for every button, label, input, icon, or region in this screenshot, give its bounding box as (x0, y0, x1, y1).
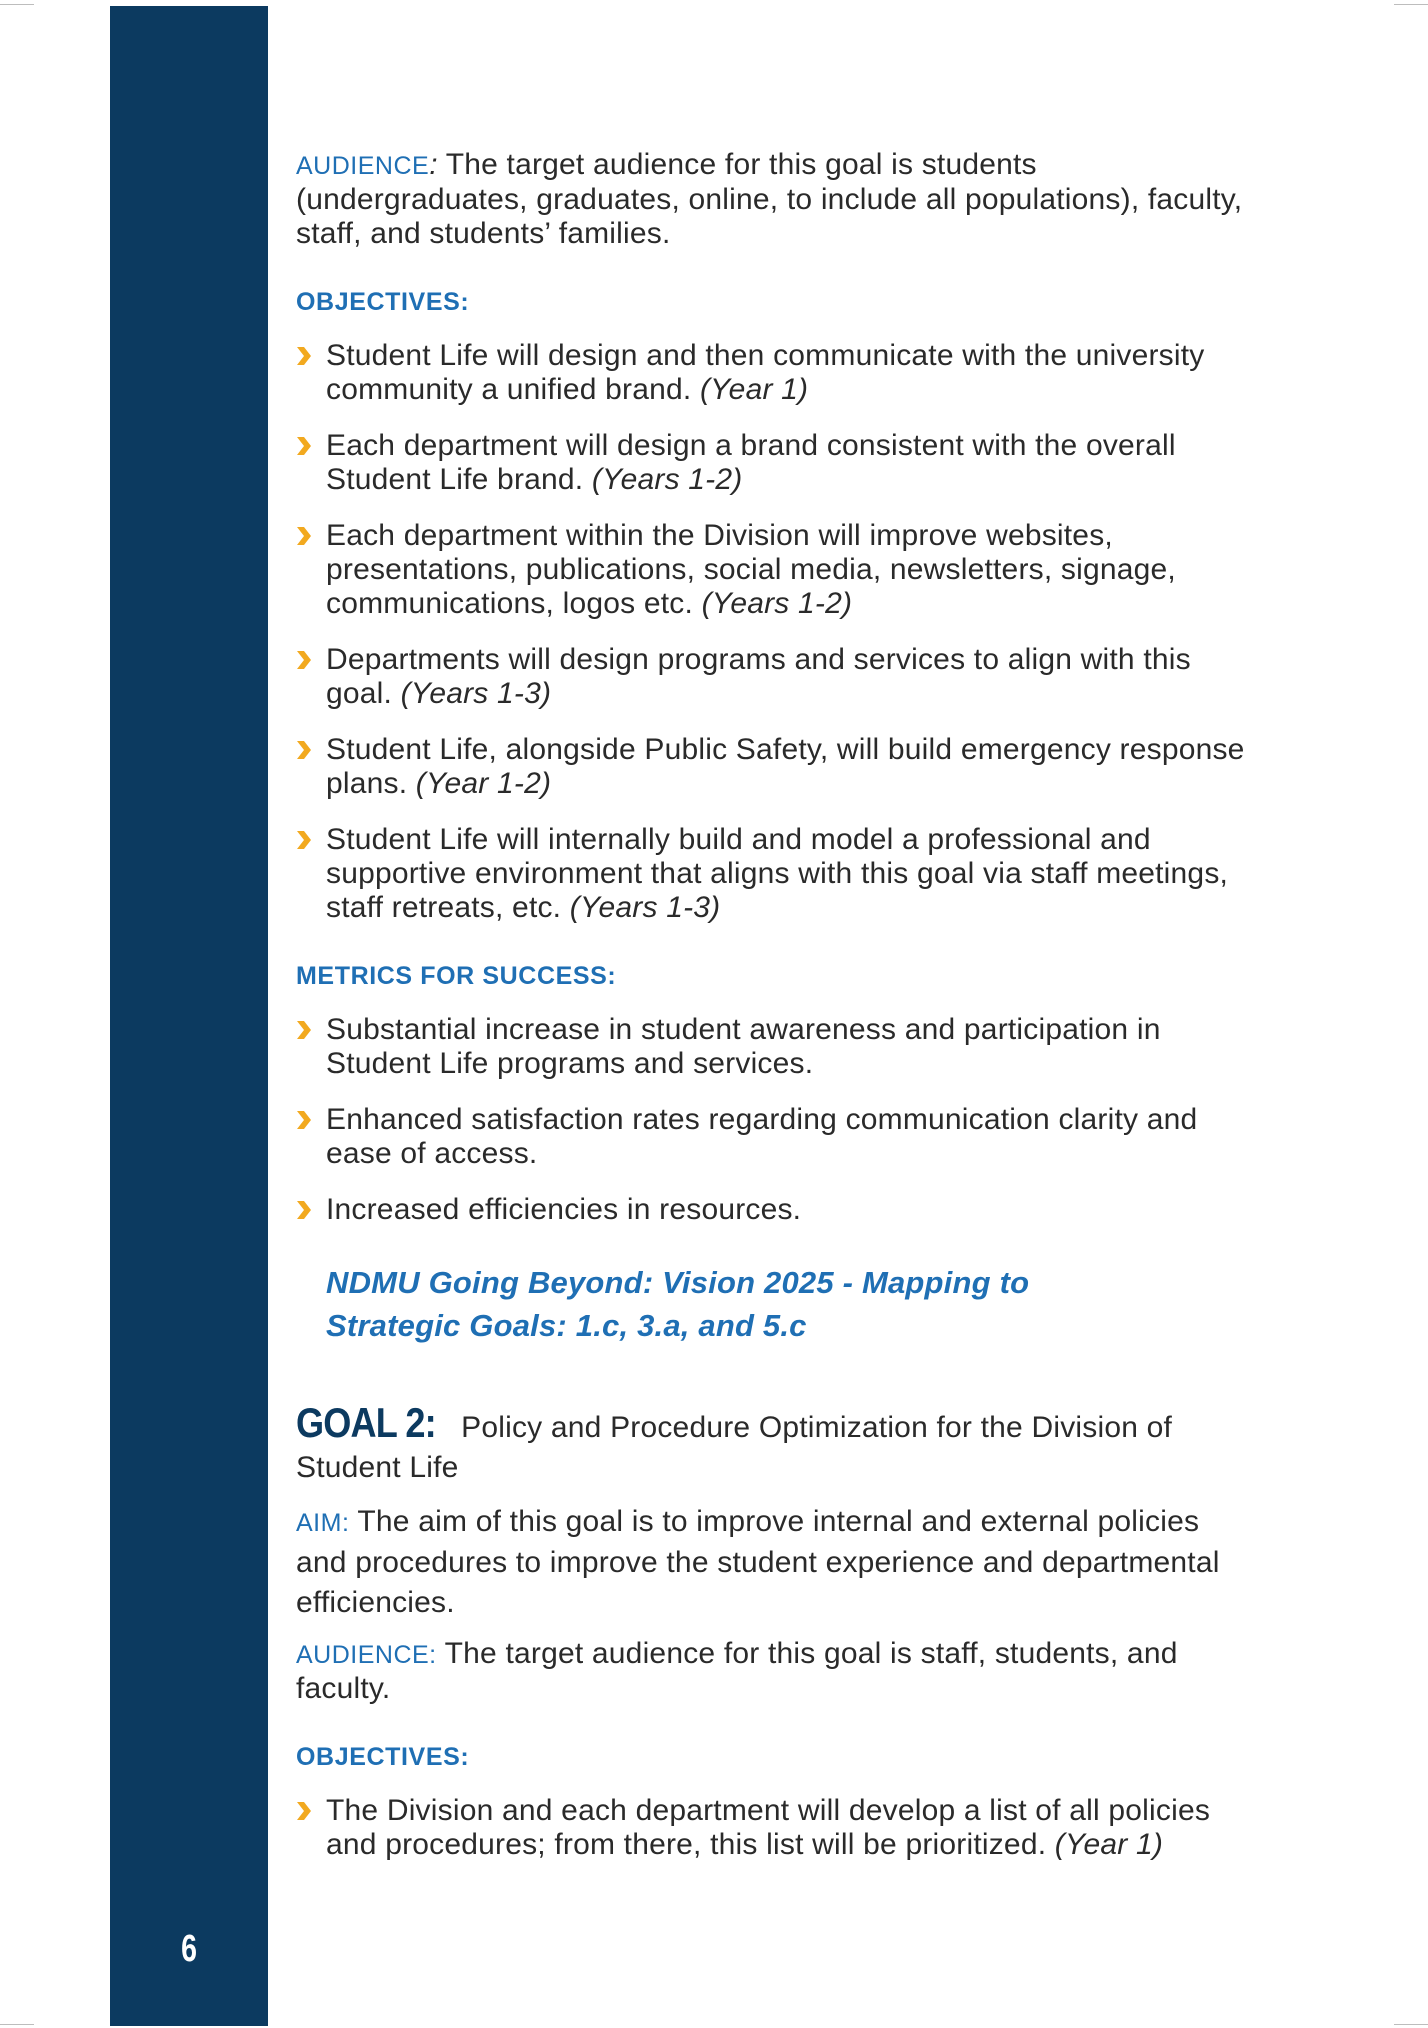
chevron-bullet-icon (296, 526, 312, 546)
page-number: 6 (181, 1928, 197, 1970)
objective-note: (Year 1) (699, 373, 809, 406)
goal2-audience (296, 1637, 1256, 1706)
metric-text: Enhanced satisfaction rates regarding communication clarity and ease of access. (326, 1103, 1198, 1170)
chevron-bullet-icon (296, 346, 312, 366)
objective-text: Student Life will internally build and model a professional and supportive environment that aligns with this goal via staff meetings, staff retreats, etc. (326, 823, 1229, 924)
objective-note: (Years 1-3) (569, 891, 721, 924)
strategic-mapping (326, 1261, 1256, 1347)
objective-note: (Years 1-2) (591, 463, 743, 496)
list-item (296, 1193, 1256, 1227)
list-item (296, 1013, 1256, 1081)
metrics-heading: METRICS FOR SUCCESS: (296, 962, 617, 990)
metric-text: Substantial increase in student awareness and participation in Student Life programs and services. (326, 1013, 1161, 1080)
goal2-title (296, 1399, 1256, 1488)
audience-text: The target audience for this goal is students (undergraduates, graduates, online, to include all populations), faculty, staff, and students’ families. (296, 148, 1243, 250)
crop-mark (1394, 2024, 1428, 2025)
mapping-line: NDMU Going Beyond: Vision 2025 - Mapping to (326, 1265, 1030, 1300)
objective-note: (Year 1) (1054, 1828, 1164, 1861)
objectives-heading: OBJECTIVES: (296, 288, 470, 316)
objective-text: Departments will design programs and services to align with this goal. (326, 643, 1191, 710)
goal2-aim (296, 1502, 1256, 1623)
list-item (296, 339, 1256, 407)
list-item (296, 733, 1256, 801)
chevron-bullet-icon (296, 830, 312, 850)
goal1-metrics-list (296, 1013, 1256, 1227)
goal1-objectives-list (296, 339, 1256, 925)
audience-label: AUDIENCE (296, 152, 430, 180)
chevron-bullet-icon (296, 1110, 312, 1130)
mapping-line: Strategic Goals: 1.c, 3.a, and 5.c (326, 1308, 807, 1343)
chevron-bullet-icon (296, 436, 312, 456)
goal1-audience (296, 148, 1256, 251)
objective-text: Student Life will design and then communicate with the university community a unified brand. (326, 339, 1205, 406)
list-item (296, 1103, 1256, 1171)
list-item (296, 1794, 1256, 1862)
audience-colon: : (429, 148, 438, 181)
aim-text: The aim of this goal is to improve internal and external policies and procedures to improve the student experience and departmental efficiencies. (296, 1505, 1220, 1619)
list-item (296, 643, 1256, 711)
goal-title-text: Policy and Procedure Optimization for the Division of Student Life (296, 1411, 1173, 1484)
objective-text: The Division and each department will develop a list of all policies and procedures; from there, this list will be prioritized. (326, 1794, 1211, 1861)
chevron-bullet-icon (296, 1801, 312, 1821)
objective-text: Each department within the Division will improve websites, presentations, publications, social media, newsletters, signage, communications, logos etc. (326, 519, 1176, 620)
metric-text: Increased efficiencies in resources. (326, 1193, 802, 1226)
objective-note: (Year 1-2) (415, 767, 552, 800)
objective-text: Each department will design a brand consistent with the overall Student Life brand. (326, 429, 1176, 496)
list-item (296, 823, 1256, 925)
objective-text: Student Life, alongside Public Safety, will build emergency response plans. (326, 733, 1245, 800)
crop-mark (0, 2024, 34, 2025)
sidebar-band (110, 6, 268, 2026)
goal2-objectives-list (296, 1794, 1256, 1862)
crop-mark (0, 4, 34, 5)
list-item (296, 429, 1256, 497)
chevron-bullet-icon (296, 1200, 312, 1220)
chevron-bullet-icon (296, 1020, 312, 1040)
objectives-heading: OBJECTIVES: (296, 1743, 470, 1771)
page-content (296, 148, 1256, 1896)
objective-note: (Years 1-2) (701, 587, 853, 620)
list-item (296, 519, 1256, 621)
objective-note: (Years 1-3) (400, 677, 552, 710)
chevron-bullet-icon (296, 650, 312, 670)
aim-label: AIM: (296, 1509, 350, 1537)
audience-text: The target audience for this goal is staff, students, and faculty. (296, 1637, 1178, 1705)
chevron-bullet-icon (296, 740, 312, 760)
crop-mark (1394, 4, 1428, 5)
audience-label: AUDIENCE: (296, 1641, 437, 1669)
goal-number: GOAL 2: (296, 1399, 436, 1446)
